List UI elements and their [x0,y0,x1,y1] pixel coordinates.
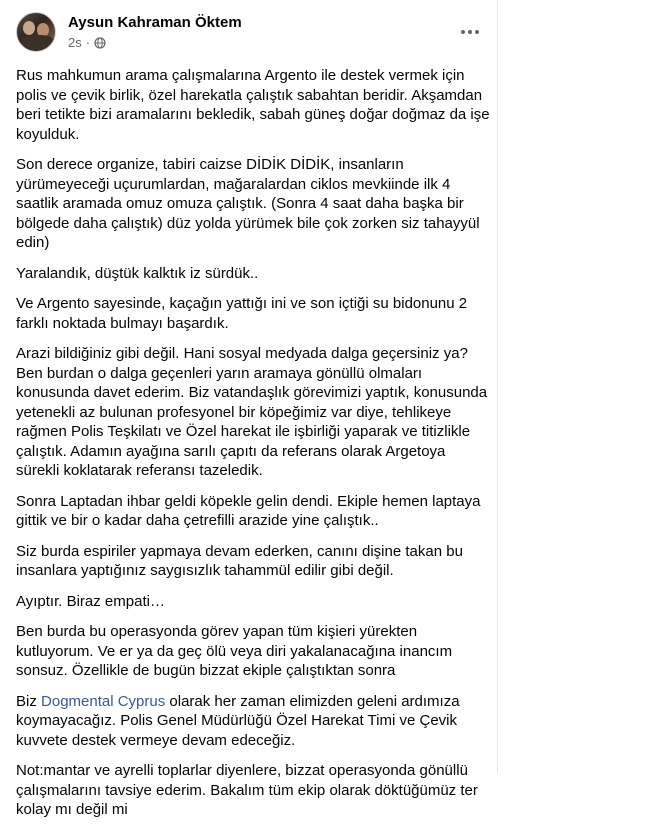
more-dot [468,30,472,34]
post-paragraph: Sonra Laptadan ihbar geldi köpekle gelin dendi. Ekiple hemen laptaya gittik ve bir o kadar daha çetrefilli arazide yine çalıştık.. [16,492,481,529]
more-dot [461,30,465,34]
author-name[interactable]: Aysun Kahraman Öktem [68,14,242,31]
page-mention-link[interactable]: Dogmental Cyprus [41,692,166,710]
meta-separator: · [85,35,91,50]
mention-suffix: olarak her zaman elimizden geleni ardımıza koymayacağız. Polis Genel Müdürlüğü Özel Harekat Timi ve Çevik kuvvete destek vermeye devam edeceğiz. [16,692,460,749]
avatar-body [19,35,55,52]
post-paragraph: Arazi bildiğiniz gibi değil. Hani sosyal medyada dalga geçersiniz ya? Ben burdan o dalga geçenleri yarın aramaya gönüllü olmaları konusunda davet ederim. Biz vatandaşlık görevimizi yaptık, konusunda yetenekli az bulunan profesyonel bir köpeğimiz var diye, tehlikeye rağmen Polis Teşkilatı ve Özel harekat ile işbirliği yaparak ve titizlikle çalıştık. Adamın ayağına sarılı çapıtı da referans olarak Argetoya sürekli koklatarak referansı tazeledik. [16,345,488,479]
mention-paragraph [16,692,490,751]
avatar[interactable] [16,12,56,52]
post-header [16,12,486,56]
post-timestamp[interactable]: 2s [68,35,82,50]
globe-icon [94,37,106,49]
post-paragraph: Siz burda espiriler yapmaya devam ederken, canını dişine takan bu insanlara yaptığınız saygısızlık tahammül edilir gibi değil. [16,542,463,579]
more-dot [475,30,479,34]
post-paragraph: Ayıptır. Biraz empati… [16,592,165,610]
post-paragraph: Yaralandık, düştük kalktık iz sürdük.. [16,264,259,282]
avatar-face-left [23,21,35,35]
post-paragraph: Not:mantar ve ayrelli toplarlar diyenlere, bizzat operasyonda gönüllü çalışmalarını tavsiye ederim. Bakalım tüm ekip olarak döktüğümüz ter kolay mı değil mi [16,762,478,818]
post-paragraph: Son derece organize, tabiri caizse DİDİK DİDİK, insanların yürümeyeceği uçurumlardan, mağaralardan ciklos mevkiinde ilk 4 saatlik aramada omuz omuza çalıştık. (Sonra 4 saat daha başka bir bölgede daha çalıştık) düz yolda yürümek bile çok zorken siz tahayyül edin) [16,156,480,251]
post-meta [68,35,106,50]
mention-prefix: Biz [16,692,42,710]
post-paragraph: Rus mahkumun arama çalışmalarına Argento ile destek vermek için polis ve çevik birlik, özel harekatla çalıştık sabahtan beridir. Akşamdan beri tetikte bizi aramalarını bekledik, sabah güneş doğar doğmaz da işe koyulduk. [16,67,490,143]
post-paragraph: Ve Argento sayesinde, kaçağın yattığı ini ve son içtiği su bidonunu 2 farklı noktada bulmayı başardık. [16,295,468,332]
more-options-icon[interactable] [454,18,486,46]
post-paragraph: Ben burda bu operasyonda görev yapan tüm kişieri yürekten kutluyorum. Ve er ya da geç ölü veya diri yakalanacağına inancım sonsuz. Özellikle de bugün bizzat ekiple çalıştıktan sonra [16,623,453,679]
post-body [16,66,490,831]
